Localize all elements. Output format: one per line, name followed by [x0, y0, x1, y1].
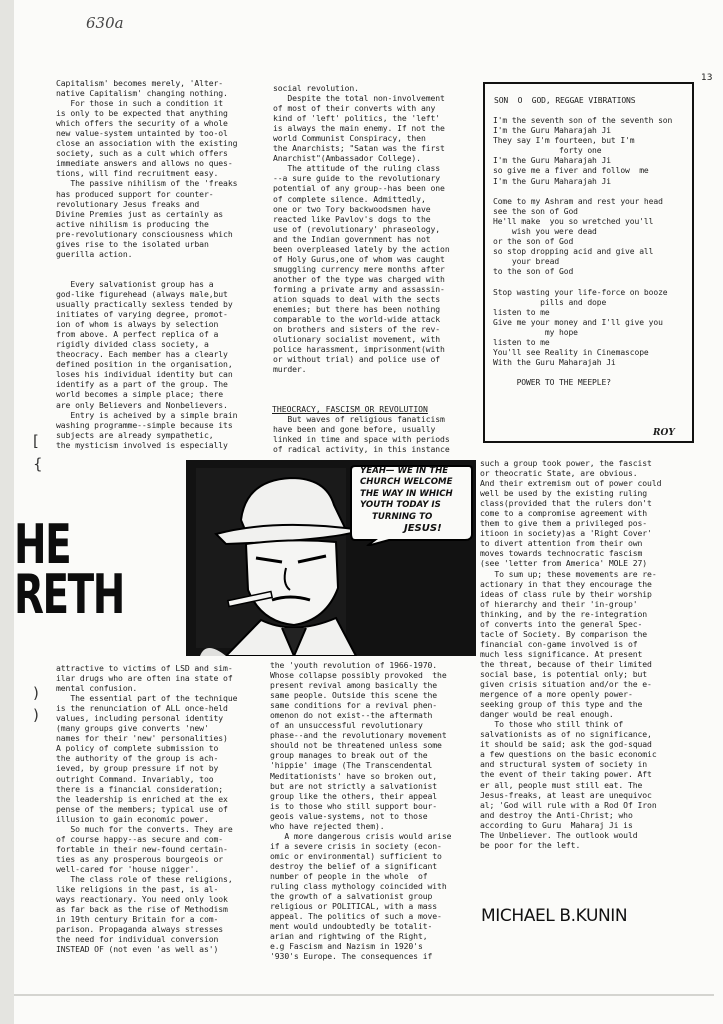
text-line: washing programme--simple because its — [56, 419, 233, 430]
text-line: ion of whom is always by selection — [56, 319, 219, 330]
text-line: or without trial) and police use of — [273, 354, 441, 365]
speech-line: JESUS! — [404, 523, 442, 535]
text-line: one or two Tory backwoodsmen have — [273, 203, 431, 214]
text-line: the 'youth revolution of 1966-1970. — [270, 660, 438, 670]
text-line: in 19th century Britain for a com- — [56, 914, 219, 925]
text-line: which offers the security of a whole — [56, 118, 228, 129]
text-line: be poor for the left. — [480, 839, 581, 850]
text-line: active nihilism is producing the — [56, 218, 209, 229]
text-line: much less significance. At present — [480, 648, 643, 659]
text-line: and destroy the Anti-Christ; who — [480, 809, 633, 820]
text-line: it should be said; ask the god-squad — [480, 739, 652, 750]
poem-text — [493, 116, 672, 389]
text-line: Give me your money and I'll give you — [493, 317, 663, 327]
text-line: pills and dope — [493, 297, 607, 307]
text-line — [493, 278, 672, 288]
text-line: tacle of Society. By comparison the — [480, 628, 648, 639]
text-line: social revolution. — [273, 83, 359, 93]
text-line: Every salvationist group has a — [56, 278, 214, 289]
text-line: phase--and the revolutionary movement — [270, 730, 447, 741]
text-line: POWER TO THE MEEPLE? — [493, 378, 611, 388]
text-line: Whose collapse possibly provoked the — [270, 670, 447, 681]
text-line: the leadership is enriched at the ex — [56, 793, 228, 804]
text-line: A more dangerous crisis would arise — [270, 830, 452, 841]
text-line: thinking, and by the re-integration — [480, 608, 648, 619]
text-line: For those in such a condition it — [56, 98, 224, 109]
text-line: pre-revolutionary consciousness which — [56, 228, 233, 239]
text-line: given crisis situation and/or the e- — [480, 679, 652, 690]
text-line: them to give them a privileged pos- — [480, 518, 648, 529]
text-line: the mysticism involved is especially — [56, 439, 228, 450]
text-line: I'm the Guru Maharajah Ji — [493, 176, 611, 186]
text-line: --a sure guide to the revolutionary — [273, 173, 441, 184]
text-line: number of people in the whole of — [270, 870, 428, 881]
text-line: like religions in the past, is al- — [56, 884, 219, 895]
text-line: 'hippie' image (The Transcendental — [270, 760, 433, 771]
text-line: the need for individual conversion — [56, 934, 219, 945]
text-line: The Unbeliever. The outlook would — [480, 829, 638, 840]
text-line: '930's Europe. The consequences if — [270, 951, 433, 962]
text-line: illusion to gain economic power. — [56, 813, 209, 824]
poem-signature: ROY — [653, 428, 675, 438]
text-line: there is a financial consideration; — [56, 783, 224, 794]
text-line: of an unsuccessful revolutionary — [270, 720, 423, 731]
text-line — [493, 368, 672, 378]
text-line: my hope — [493, 327, 578, 337]
text-line: pense of the members; typical use of — [56, 803, 228, 814]
text-line: Stop wasting your life-force on booze — [493, 287, 668, 297]
text-line: ideas of class rule by their worship — [480, 588, 652, 599]
text-line: He'll make you so wretched you'll — [493, 216, 654, 226]
text-line: I'm the seventh son of the seventh son — [493, 116, 673, 125]
text-line: listen to me — [493, 338, 550, 348]
text-line: potential of any group--has been one — [273, 183, 445, 194]
text-line: of hierarchy and their 'in-group' — [480, 598, 638, 609]
author-byline: MICHAEL B.KUNIN — [481, 906, 628, 926]
text-line: or the son of God — [493, 237, 574, 247]
text-line: gives rise to the isolated urban — [56, 238, 209, 249]
text-line: is the renunciation of ALL once-held — [56, 703, 228, 714]
text-line: has produced support for counter- — [56, 188, 214, 199]
text-line: Anarchist"(Ambassador College). — [273, 153, 421, 164]
text-line: so stop dropping acid and give all — [493, 247, 654, 257]
text-line: Entry is acheived by a simple brain — [56, 409, 238, 420]
text-line: I'm the Guru Maharajah Ji — [493, 156, 611, 166]
text-line: To those who still think of — [480, 719, 624, 730]
text-line: revolutionary Jesus freaks and — [56, 198, 200, 209]
text-line: al; 'God will rule with a Rod Of Iron — [480, 799, 657, 810]
text-line: Capitalism' becomes merely, 'Alter- — [56, 78, 224, 88]
text-line: attractive to victims of LSD and sim- — [56, 663, 233, 673]
speech-line: YOUTH TODAY IS — [360, 500, 441, 511]
text-line: society, such as a cult which offers — [56, 148, 228, 159]
speech-balloon-text — [360, 466, 470, 534]
column-2-mid — [273, 414, 450, 454]
text-line: on brothers and sisters of the rev- — [273, 324, 441, 335]
text-line: seeking group of this type and the — [480, 699, 643, 710]
text-line: and structural system of society in — [480, 759, 648, 770]
text-line: is only to be expected that anything — [56, 108, 228, 119]
text-line: guerilla action. — [56, 248, 133, 259]
text-line: ment would undoubtedly be totalit- — [270, 921, 433, 932]
text-line: Meditationists' have so broken out, — [270, 770, 438, 781]
text-line — [56, 269, 237, 279]
text-line: geois value-systems, not to those — [270, 810, 428, 821]
text-line: mental confusion. — [56, 683, 138, 694]
text-line: salvationists as of no significance, — [480, 729, 652, 740]
text-line: So much for the converts. They are — [56, 823, 233, 834]
text-line: of radical activity, in this instance — [273, 444, 450, 455]
text-line: (see 'letter from America' MOLE 27) — [480, 558, 648, 569]
text-line: fortable in their new-found certain- — [56, 843, 228, 854]
text-line: financial con-game involved is of — [480, 638, 638, 649]
text-line: The passive nihilism of the 'freaks — [56, 178, 238, 189]
text-line: of course happy--as secure and com- — [56, 833, 224, 844]
text-line: comparable to the world-wide attack — [273, 314, 441, 325]
text-line: well be used by the existing ruling — [480, 488, 648, 499]
text-line — [56, 259, 237, 269]
column-1-bottom — [56, 663, 237, 954]
text-line: is always the main enemy. If not the — [273, 123, 445, 134]
text-line: mergence of a more openly power- — [480, 689, 633, 700]
text-line: You'll see Reality in Cinemascope — [493, 348, 649, 358]
text-line: defined position in the organisation, — [56, 359, 233, 370]
text-line: use of (revolutionary' phraseology, — [273, 223, 441, 234]
text-line: reacted like Pavlov's dogs to the — [273, 213, 431, 224]
text-line: to divert attention from their own — [480, 538, 643, 549]
text-line: theocracy. Each member has a clearly — [56, 349, 228, 360]
text-line: a few questions on the basic economic — [480, 749, 657, 760]
text-line: and the Indian government has not — [273, 233, 431, 244]
text-line: omic or environmental) sufficient to — [270, 850, 442, 861]
text-line: enemies; but there has been nothing — [273, 304, 441, 315]
column-1-top — [56, 78, 237, 450]
text-line: appeal. The politics of such a move- — [270, 911, 442, 922]
text-line: tions, will find recruitment easy. — [56, 168, 219, 179]
text-line: of converts into the general Spec- — [480, 618, 643, 629]
text-line: With the Guru Maharajah Ji — [493, 358, 616, 368]
text-line: rigidly divided class society, a — [56, 339, 209, 350]
text-line: er all, people must still eat. The — [480, 779, 643, 790]
text-line: Divine Premies just as certainly as — [56, 208, 224, 219]
text-line: group manages to break out of the — [270, 750, 428, 761]
text-line: is to those who still support bour- — [270, 800, 438, 811]
text-line: or theocratic State, are obvious. — [480, 468, 638, 479]
text-line: the growth of a salvationist group — [270, 891, 433, 902]
text-line: social base, is potential only; but — [480, 668, 648, 679]
text-line: forty one — [493, 146, 602, 156]
text-line: of complete silence. Admittedly, — [273, 193, 426, 204]
text-line: moves towards technocratic fascism — [480, 548, 643, 559]
text-line: see the son of God — [493, 206, 578, 216]
text-line: world Communist Conspiracy, then — [273, 133, 426, 144]
text-line: class(provided that the rulers don't — [480, 498, 652, 509]
text-line: e.g Fascism and Nazism in 1920's — [270, 941, 423, 952]
text-line: murder. — [273, 364, 307, 375]
text-line: god-like figurehead (always male,but — [56, 288, 228, 299]
text-line: but are not strictly a salvationist — [270, 780, 438, 791]
margin-mark: [ — [33, 432, 39, 450]
text-line: danger would be real enough. — [480, 709, 614, 720]
text-line: same people. Outside this scene the — [270, 690, 438, 701]
column-3-mid — [480, 458, 661, 850]
speech-line: THE WAY IN WHICH — [360, 488, 453, 499]
text-line: ties as any prosperous bourgeois or — [56, 853, 224, 864]
text-line: as far back as the rise of Methodism — [56, 904, 228, 915]
text-line: ilar drugs who are often ina state of — [56, 673, 233, 684]
text-line: listen to me — [493, 307, 550, 317]
text-line: have been and gone before, usually — [273, 424, 436, 435]
text-line: wish you were dead — [493, 227, 597, 237]
text-line: been overpleased lately by the action — [273, 243, 450, 254]
text-line: world becomes a simple place; there — [56, 389, 224, 400]
text-line: parison. Propaganda always stresses — [56, 924, 224, 935]
text-line: A policy of complete submission to — [56, 743, 219, 754]
text-line: The class role of these religions, — [56, 873, 233, 884]
text-line: the authority of the group is ach- — [56, 753, 219, 764]
text-line: police harassment, imprisonment(with — [273, 344, 445, 355]
text-line: Jesus-freaks, at least are unequivoc — [480, 789, 652, 800]
text-line: so give me a fiver and follow me — [493, 166, 649, 176]
text-line: the threat, because of their limited — [480, 658, 652, 669]
text-line: To sum up; these movements are re- — [480, 568, 657, 579]
text-line: of Holy Gurus,one of whom was caught — [273, 253, 445, 264]
text-line: But waves of religious fanaticism — [273, 414, 445, 424]
text-line: values, including personal identity — [56, 713, 224, 724]
text-line: They say I'm fourteen, but I'm — [493, 136, 635, 146]
text-line: the event of their taking power. Aft — [480, 769, 652, 780]
text-line: arian and rightwing of the Right, — [270, 931, 428, 942]
text-line: another of the type was charged with — [273, 273, 445, 284]
margin-mark: ) — [33, 684, 39, 702]
text-line: (many groups give converts 'new' — [56, 723, 209, 734]
text-line: immediate answers and allows no ques- — [56, 158, 233, 169]
margin-mark: { — [33, 455, 43, 473]
text-line: And their extremism out of power could — [480, 478, 662, 489]
text-line: native Capitalism' changing nothing. — [56, 88, 228, 99]
page-number: 13 — [701, 73, 713, 83]
text-line: loses his individual identity but can — [56, 369, 233, 380]
text-line: religious or POLITICAL, with a mass — [270, 901, 438, 912]
text-line: from above. A perfect replica of a — [56, 329, 219, 340]
text-line: are only Believers and Nonbelievers. — [56, 399, 228, 410]
text-line: of most of their converts with any — [273, 103, 436, 114]
text-line: The attitude of the ruling class — [273, 163, 441, 174]
speech-line: TURNING TO — [372, 511, 433, 522]
text-line: usually practically sexless tended by — [56, 299, 233, 310]
text-line — [493, 187, 672, 197]
title-fragment — [14, 513, 124, 626]
text-line: linked in time and space with periods — [273, 434, 450, 445]
text-line: same conditions for a revival phen- — [270, 700, 438, 711]
column-2-top — [273, 83, 450, 374]
title-line: HE — [14, 513, 71, 576]
text-line: I'm the Guru Maharajah Ji — [493, 126, 611, 136]
text-line: The essential part of the technique — [56, 693, 238, 704]
text-line: smuggling currency mere months after — [273, 263, 445, 274]
text-line: the Anarchists; "Satan was the first — [273, 143, 445, 154]
handwritten-page-number: 630a — [86, 14, 124, 32]
text-line: outright Command. Invariably, too — [56, 773, 214, 784]
text-line: who have rejected them). — [270, 820, 385, 831]
text-line: olutionary socialist movement, with — [273, 334, 441, 345]
text-line: ways reactionary. You need only look — [56, 894, 228, 905]
speech-line: CHURCH WELCOME — [360, 477, 453, 488]
title-line: RETH — [14, 563, 124, 626]
text-line: subjects are already sympathetic, — [56, 429, 214, 440]
text-line: according to Guru Maharaj Ji is — [480, 819, 633, 830]
text-line: Come to my Ashram and rest your head — [493, 196, 663, 206]
text-line: well-cared for 'house nigger'. — [56, 863, 200, 874]
text-line: ieved, by group pressure if not by — [56, 763, 219, 774]
column-2-bottom — [270, 660, 451, 961]
text-line: destroy the belief of a significant — [270, 860, 438, 871]
text-line: identify as a part of the group. The — [56, 379, 228, 390]
text-line: if a severe crisis in society (econ- — [270, 840, 442, 851]
text-line: to the son of God — [493, 267, 574, 277]
text-line: such a group took power, the fascist — [480, 458, 652, 468]
section-heading: THEOCRACY, FASCISM OR REVOLUTION — [272, 404, 428, 414]
text-line: omenon do not exist--the aftermath — [270, 710, 433, 721]
text-line: Despite the total non-involvement — [273, 93, 445, 104]
text-line: your bread — [493, 257, 560, 267]
text-line: actionary in that they encourage the — [480, 578, 652, 589]
text-line: INSTEAD OF (not even 'as well as') — [56, 944, 219, 955]
text-line: forming a private army and assassin- — [273, 283, 445, 294]
page-bottom-edge — [14, 994, 714, 996]
text-line: ruling class mythology coincided with — [270, 881, 447, 892]
text-line: initiates of varying degree, promot- — [56, 309, 228, 320]
text-line: itioon in society)as a 'Right Cover' — [480, 528, 652, 539]
text-line: group like the others, their appeal — [270, 790, 438, 801]
text-line: close an association with the existing — [56, 138, 238, 149]
poem-title: SON O GOD, REGGAE VIBRATIONS — [494, 96, 636, 105]
text-line: new value-system untainted by too-ol — [56, 128, 228, 139]
text-line: kind of 'left' politics, the 'left' — [273, 113, 441, 124]
margin-mark: ) — [33, 706, 39, 724]
text-line: come to a compromise agreement with — [480, 508, 648, 519]
text-line: present revival among basically the — [270, 680, 438, 691]
text-line: ation squads to deal with the sects — [273, 293, 441, 304]
text-line: names for their 'new' personalities) — [56, 733, 228, 744]
text-line: should not be threatened unless some — [270, 740, 442, 751]
speech-line: YEAH— WE IN THE — [360, 466, 449, 476]
